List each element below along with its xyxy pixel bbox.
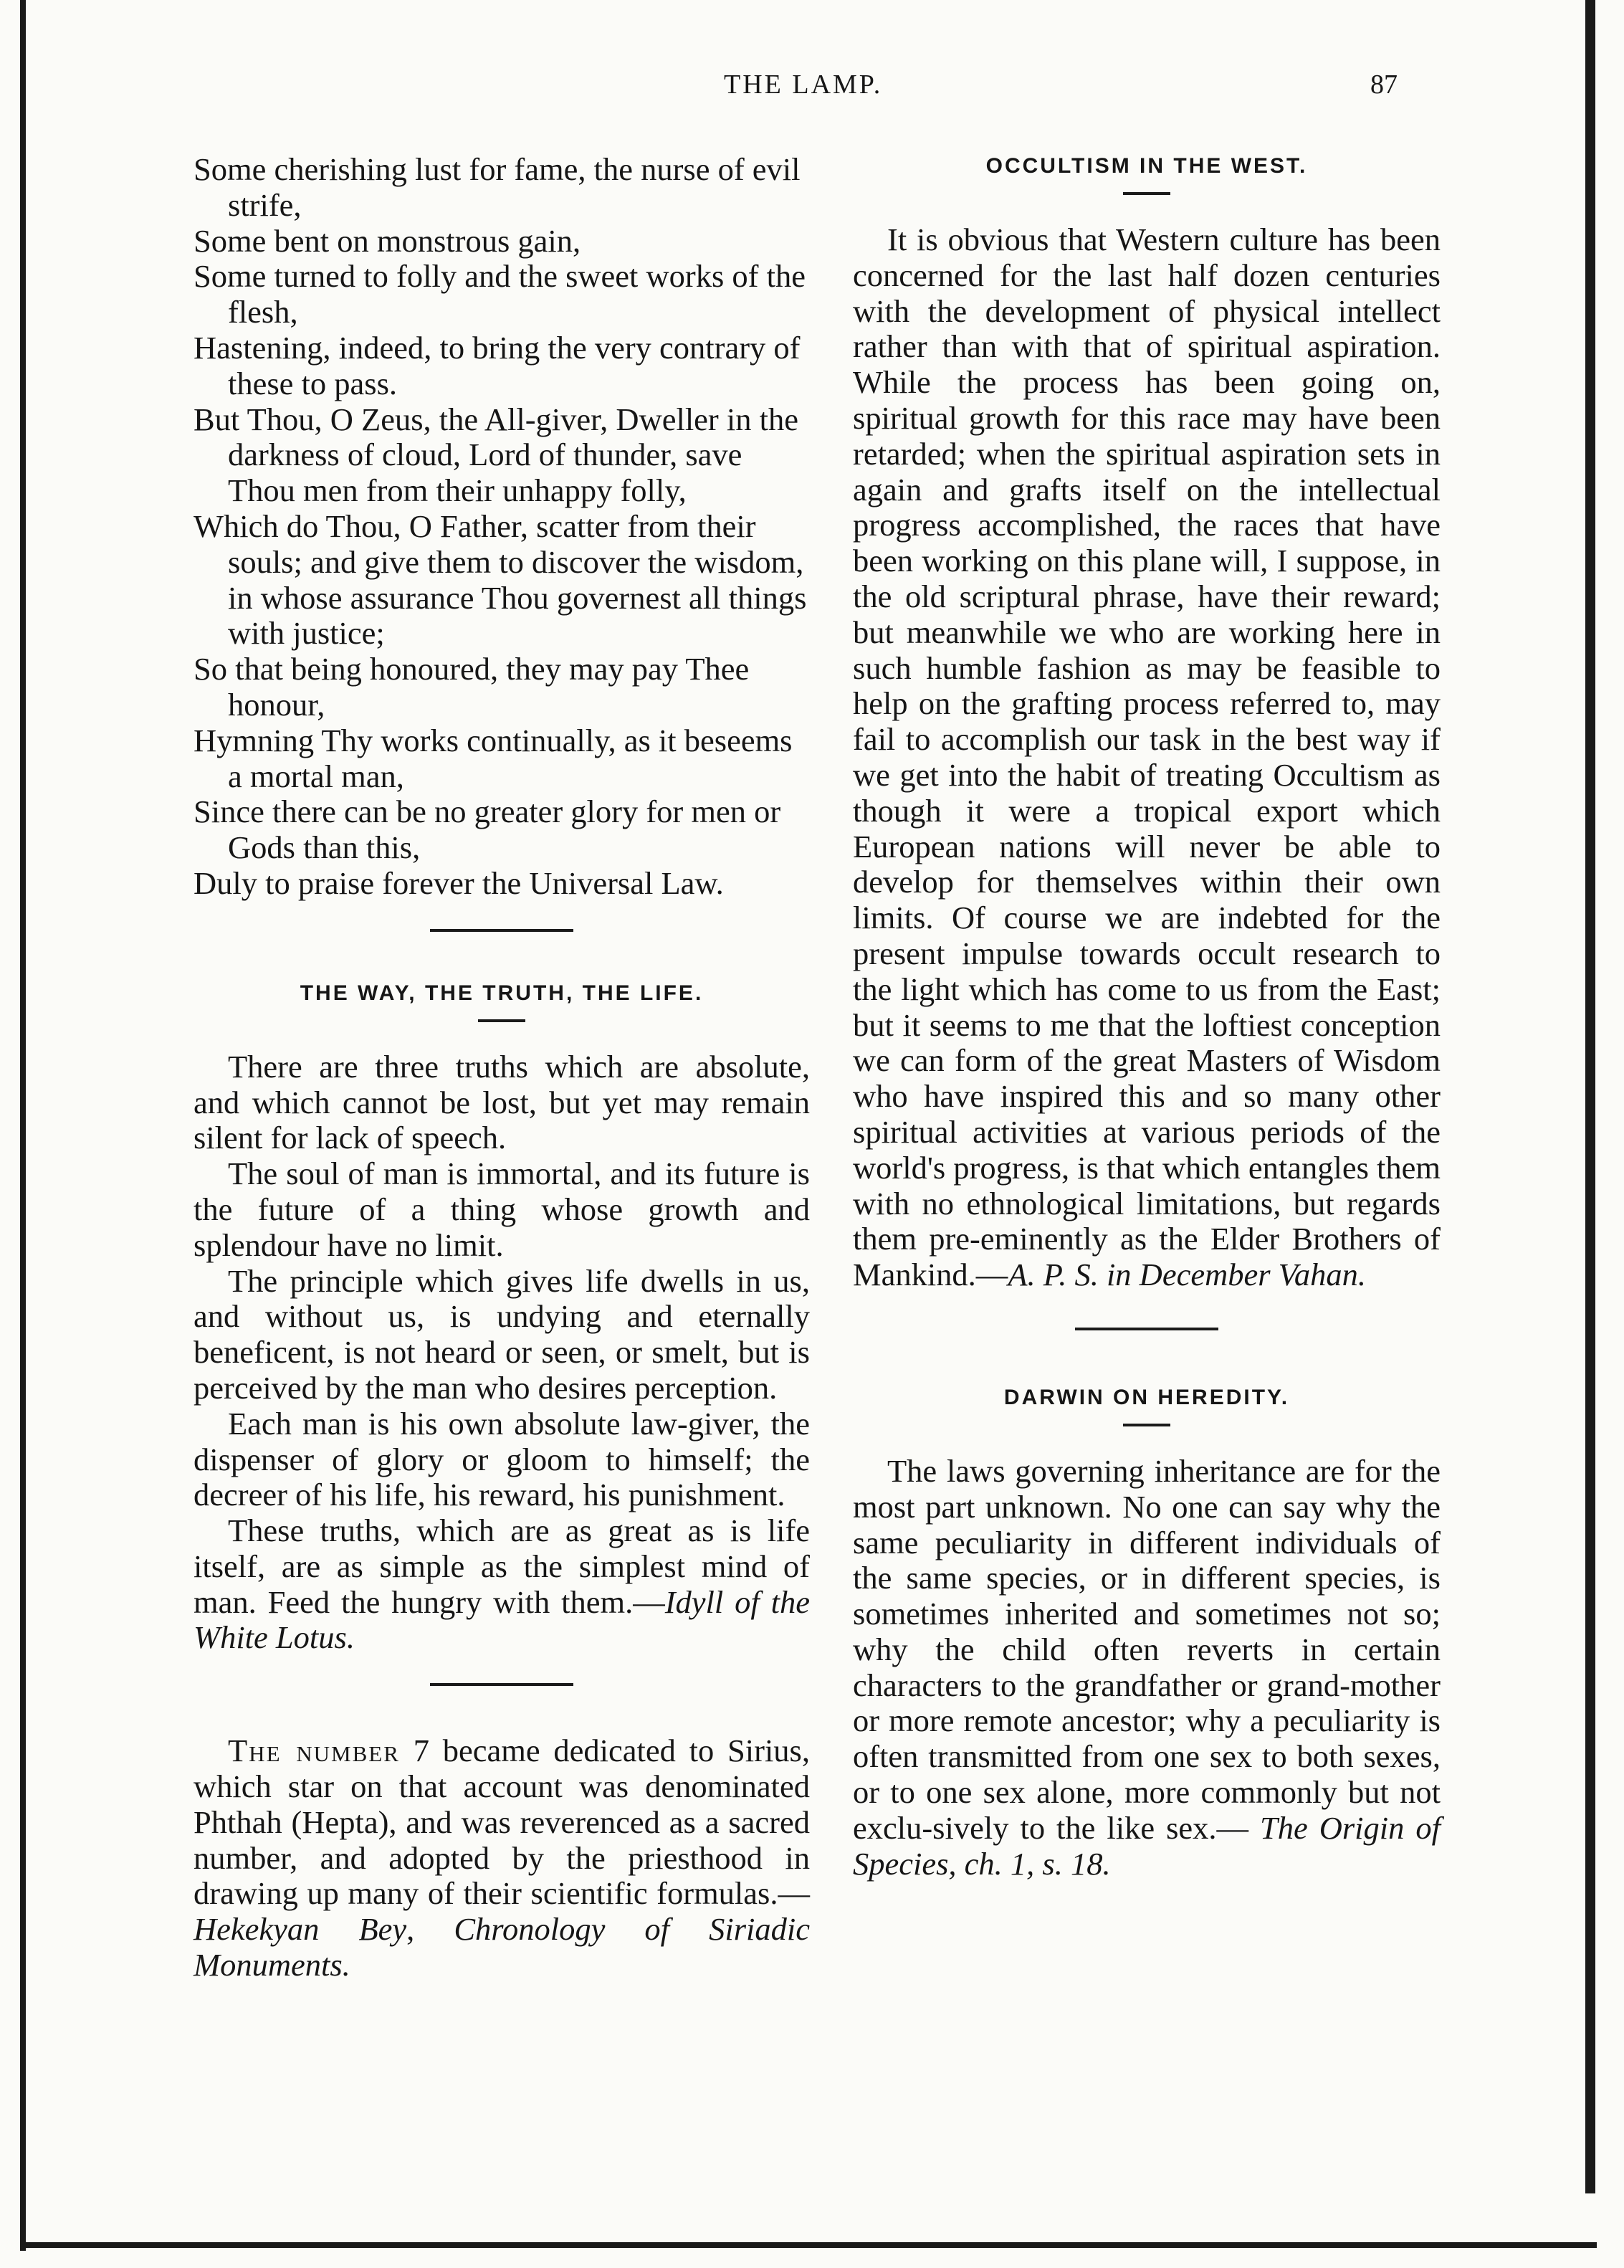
section-divider	[430, 1683, 573, 1686]
darwin-heading: DARWIN ON HEREDITY.	[1003, 1385, 1290, 1409]
poem-line: Some cherishing lust for fame, the nurse of evil strife,	[194, 151, 801, 223]
heading-rule	[1123, 1424, 1170, 1426]
occultism-source: A. P. S. in December Vahan.	[1008, 1257, 1367, 1293]
left-border-rule	[20, 0, 26, 2251]
heading-rule	[1123, 192, 1170, 195]
poem-line: Hymning Thy works continually, as it beseems a mortal man,	[194, 722, 793, 794]
occultism-text: It is obvious that Western culture has been concerned for the last half dozen centuries with the development of physical intellect rather than with that of spiritual aspiration. While the process has been going on, spiritual growth for this race may have been retarded; when the spiritual aspiration sets in again and grafts itself on the intellectual progress accomplished, the races that have been working on this plane will, I suppose, in the old scriptural phrase, have their reward; but meanwhile we who are working here in such humble fashion as may be feasible to help on the grafting process referred to, may fail to accomplish our task in the best way if we get into the habit of treating Occultism as though it were a tropical export which European nations will never be able to develop for themselves within their own limits. Of course we are indebted for the present impulse towards occult research to the light which has come to us from the East; but it seems to me that the loftiest conception we can form of the great Masters of Wisdom who have inspired this and so many other spiritual activities at various periods of the world's progress, is that which entangles them with no ethnological limitations, but regards them pre-eminently as the Elder Brothers of Mankind.—	[853, 221, 1441, 1293]
poem-line: Some turned to folly and the sweet works of the flesh,	[194, 258, 806, 330]
poem	[194, 152, 810, 902]
poem-line: But Thou, O Zeus, the All-giver, Dweller in the darkness of cloud, Lord of thunder, save Thou men from their unhappy folly,	[194, 401, 798, 509]
number-lead: The number	[228, 1733, 400, 1769]
darwin-paragraph	[853, 1454, 1441, 1882]
way-source: Idyll of the White Lotus.	[194, 1583, 810, 1656]
number-source-sep: ,	[406, 1911, 454, 1948]
section-divider	[1075, 1328, 1218, 1330]
running-head: THE LAMP.	[724, 70, 883, 100]
poem-line: Since there can be no greater glory for men or Gods than this,	[194, 794, 781, 866]
way-heading: THE WAY, THE TRUTH, THE LIFE.	[300, 981, 704, 1005]
right-border-rule	[1585, 0, 1595, 2193]
number-source-author: Hekekyan Bey	[194, 1911, 407, 1948]
left-column	[194, 152, 810, 1983]
page-number: 87	[1370, 70, 1398, 100]
way-paragraph: The principle which gives life dwells in us, and without us, is undying and eternally beneficent, is not heard or seen, or smelt, but is perceived by the man who desires perception.	[194, 1262, 810, 1406]
way-last-text: These truths, which are as great as is life itself, are as simple as the simplest mind of man. Feed the hungry with them.—	[194, 1512, 810, 1620]
poem-line: So that being honoured, they may pay Thee honour,	[194, 651, 750, 723]
number-source-title: Chronology of Siriadic Monuments.	[194, 1911, 810, 1983]
way-paragraph: Each man is his own absolute law-giver, the dispenser of glory or gloom to himself; the decreer of his life, his reward, his punishment.	[194, 1405, 810, 1513]
poem-line: Some bent on monstrous gain,	[194, 222, 581, 259]
right-column	[853, 152, 1441, 1882]
section-divider	[430, 929, 573, 932]
darwin-source: The Origin of Species, ch. 1, s. 18.	[853, 1809, 1441, 1882]
way-paragraph: The soul of man is immortal, and its future is the future of a thing whose growth and splendour have no limit.	[194, 1156, 810, 1263]
poem-line: Which do Thou, O Father, scatter from their souls; and give them to discover the wisdom, in whose assurance Thou governest all things with justice;	[194, 508, 807, 652]
bottom-border-rule	[20, 2242, 1597, 2248]
number-paragraph	[194, 1733, 810, 1983]
occultism-paragraph	[853, 222, 1441, 1293]
way-paragraph-last	[194, 1513, 810, 1656]
occultism-heading: OCCULTISM IN THE WEST.	[985, 154, 1308, 178]
way-paragraph: There are three truths which are absolute, and which cannot be lost, but yet may remain silent for lack of speech.	[194, 1048, 810, 1156]
heading-rule	[478, 1019, 525, 1022]
darwin-text: The laws governing inheritance are for the most part unknown. No one can say why the same peculiarity in different individuals of the same species, or in different species, is sometimes inherited and sometimes not so; why the child often reverts in certain characters to the grandfather or grand-mother or more remote ancestor; why a peculiarity is often transmitted from one sex to both sexes, or to one sex alone, more commonly but not exclu-sively to the like sex.—	[853, 1452, 1441, 1846]
poem-line: Duly to praise forever the Universal Law.	[194, 864, 724, 901]
poem-line: Hastening, indeed, to bring the very contrary of these to pass.	[194, 329, 801, 401]
number-text: 7 became dedicated to Sirius, which star on that account was denominated Phthah (Hepta), and was reverenced as a sacred number, and adopted by the priesthood in drawing up many of their scientific formulas.—	[194, 1733, 811, 1912]
